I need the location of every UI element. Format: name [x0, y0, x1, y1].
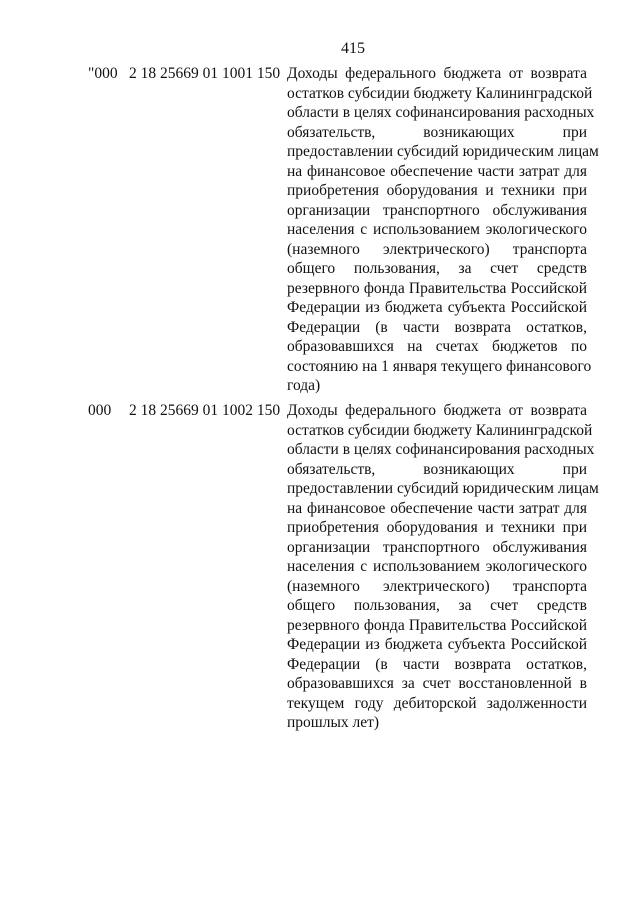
entry-description	[287, 401, 599, 733]
description-line: области в целях софинансирования расходных	[287, 104, 595, 121]
description-line: Федерации из бюджета субъекта Российской	[287, 299, 587, 316]
description-line: приобретения оборудования и техники при	[287, 519, 587, 536]
description-line: прошлых лет)	[287, 714, 380, 731]
description-line: общего пользования, за счет средств	[287, 260, 587, 277]
description-line: обязательств, возникающих при	[287, 123, 587, 141]
description-line: области в целях софинансирования расходных	[287, 441, 595, 458]
description-line: организации транспортного обслуживания	[287, 538, 587, 556]
description-line: остатков субсидии бюджету Калининградской	[287, 421, 593, 439]
description-line: Доходы федерального бюджета от возврата	[287, 402, 587, 419]
description-line: организации транспортного обслуживания	[287, 201, 587, 219]
description-line: резервного фонда Правительства Российской	[287, 279, 587, 297]
page-number: 415	[341, 40, 365, 57]
description-line: состоянию на 1 января текущего финансового	[287, 357, 592, 375]
description-line: на финансовое обеспечение части затрат для	[287, 499, 587, 517]
admin-code: 000	[88, 402, 112, 419]
admin-code: "000	[88, 65, 118, 82]
description-line: приобретения оборудования и техники при	[287, 182, 587, 199]
description-line: образовавшихся за счет восстановленной в	[287, 675, 587, 692]
budget-classification-code: 2 18 25669 01 1001 150	[129, 65, 281, 82]
description-line: предоставлении субсидий юридическим лицам	[287, 143, 599, 160]
entry-description	[287, 64, 599, 396]
description-line: Федерации (в части возврата остатков,	[287, 655, 587, 673]
description-line: остатков субсидии бюджету Калининградской	[287, 84, 593, 102]
description-line: образовавшихся на счетах бюджетов по	[287, 338, 587, 355]
description-line: на финансовое обеспечение части затрат для	[287, 162, 587, 180]
description-line: Доходы федерального бюджета от возврата	[287, 65, 587, 82]
description-line: общего пользования, за счет средств	[287, 597, 587, 614]
description-line: предоставлении субсидий юридическим лицам	[287, 480, 599, 497]
description-line: текущем году дебиторской задолженности	[287, 694, 587, 712]
description-line: Федерации (в части возврата остатков,	[287, 318, 587, 336]
description-line: (наземного электрического) транспорта	[287, 240, 587, 258]
description-line: населения с использованием экологического	[287, 558, 587, 575]
budget-classification-code: 2 18 25669 01 1002 150	[129, 402, 281, 419]
description-line: обязательств, возникающих при	[287, 460, 587, 478]
description-line: (наземного электрического) транспорта	[287, 577, 587, 595]
description-line: резервного фонда Правительства Российской	[287, 616, 587, 634]
description-line: года)	[287, 377, 321, 394]
description-line: населения с использованием экологического	[287, 221, 587, 238]
description-line: Федерации из бюджета субъекта Российской	[287, 636, 587, 653]
